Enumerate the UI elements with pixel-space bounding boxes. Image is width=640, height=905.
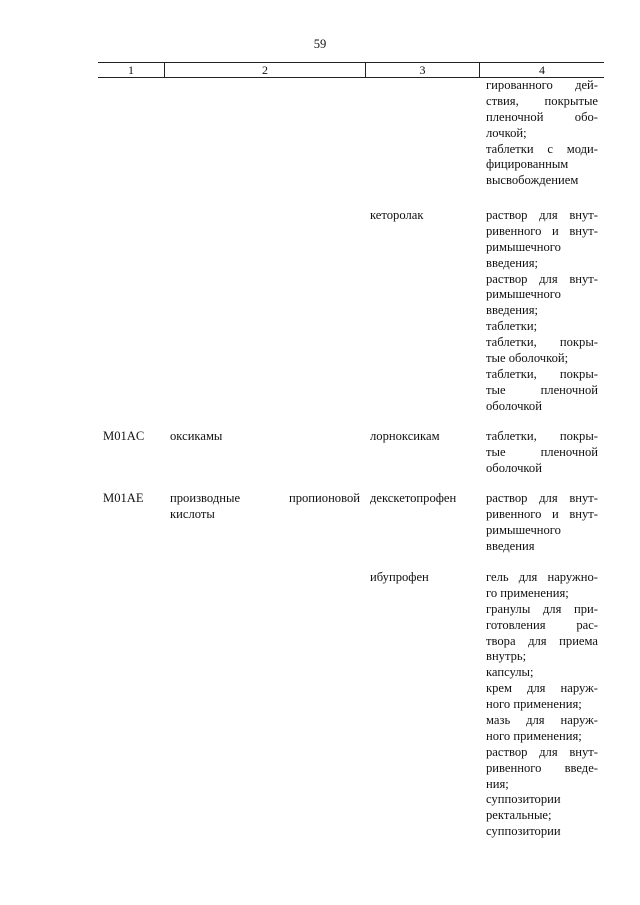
dosage-form-word: наруж- bbox=[560, 681, 598, 696]
dosage-form-word: внут- bbox=[569, 491, 598, 505]
dosage-form-line bbox=[486, 319, 598, 335]
dosage-form-line bbox=[486, 240, 598, 256]
dosage-form-word: фицированным bbox=[486, 157, 569, 172]
atc-code: M01AE bbox=[103, 491, 144, 505]
dosage-form-word: для bbox=[539, 208, 558, 222]
dosage-form-word: наруж- bbox=[560, 713, 598, 728]
dosage-form-line bbox=[486, 94, 598, 110]
dosage-form-word: таблетки; bbox=[486, 319, 538, 334]
dosage-form-line bbox=[486, 173, 598, 189]
dosage-form-line bbox=[486, 110, 598, 126]
drug-name: лорноксикам bbox=[370, 429, 440, 443]
dosage-form-word: для bbox=[528, 633, 547, 648]
dosage-form-word: внут- bbox=[569, 208, 598, 222]
dosage-form-word: ректальные; bbox=[486, 808, 552, 823]
header-col-1: 1 bbox=[98, 63, 165, 77]
dosage-form-line bbox=[486, 491, 598, 507]
dosage-form-word: пленочной bbox=[540, 382, 598, 397]
dosage-form-word: покры- bbox=[559, 429, 598, 443]
dosage-form-word: внут- bbox=[569, 506, 598, 521]
group-name-line-1 bbox=[170, 491, 360, 507]
dosage-forms-cell bbox=[486, 491, 598, 555]
dosage-form-word: при- bbox=[574, 601, 598, 616]
dosage-form-word: лочкой; bbox=[486, 125, 527, 140]
dosage-form-word: моди- bbox=[566, 141, 598, 156]
group-name-line-2: кислоты bbox=[170, 506, 215, 521]
dosage-form-word: с bbox=[547, 141, 553, 156]
dosage-form-word: покры- bbox=[559, 366, 598, 381]
dosage-form-word: оболочкой bbox=[486, 460, 542, 475]
dosage-form-word: для bbox=[526, 681, 546, 696]
dosage-form-word: капсулы; bbox=[486, 665, 534, 680]
dosage-form-word: суппозитории bbox=[486, 824, 561, 839]
dosage-form-word: крем bbox=[486, 681, 512, 696]
dosage-form-word: тые bbox=[486, 444, 506, 459]
dosage-form-word: для bbox=[539, 744, 558, 759]
dosage-form-word: для bbox=[518, 570, 538, 584]
atc-code: M01AC bbox=[103, 429, 145, 443]
dosage-form-word: раствор bbox=[486, 744, 528, 759]
dosage-form-line bbox=[486, 586, 598, 602]
dosage-form-line bbox=[486, 824, 598, 840]
dosage-form-line bbox=[486, 713, 598, 729]
dosage-form-word: внутрь; bbox=[486, 649, 527, 664]
dosage-form-word: оболочкой bbox=[486, 398, 542, 413]
dosage-form-line bbox=[486, 792, 598, 808]
dosage-form-line bbox=[486, 142, 598, 158]
dosage-form-word: и bbox=[552, 223, 559, 238]
dosage-form-word: ния; bbox=[486, 776, 509, 791]
dosage-form-line bbox=[486, 665, 598, 681]
dosage-form-word: тые bbox=[486, 382, 506, 397]
dosage-form-line bbox=[486, 461, 598, 477]
dosage-form-word: ного применения; bbox=[486, 697, 582, 712]
dosage-form-line bbox=[486, 383, 598, 399]
dosage-form-line bbox=[486, 335, 598, 351]
page-number: 59 bbox=[313, 37, 327, 51]
dosage-forms-cell bbox=[486, 570, 598, 840]
table-header-row bbox=[98, 62, 604, 78]
header-col-3: 3 bbox=[366, 63, 480, 77]
dosage-forms-cell bbox=[486, 429, 598, 477]
dosage-form-line bbox=[486, 157, 598, 173]
dosage-form-word: гированного bbox=[486, 78, 553, 92]
dosage-form-word: раствор bbox=[486, 491, 528, 505]
dosage-form-line bbox=[486, 208, 598, 224]
dosage-form-word: таблетки, bbox=[486, 366, 537, 381]
dosage-form-line bbox=[486, 507, 598, 523]
dosage-form-line bbox=[486, 539, 598, 555]
dosage-form-word: ного применения; bbox=[486, 728, 582, 743]
dosage-form-word: внут- bbox=[569, 271, 598, 286]
dosage-form-word: для bbox=[526, 713, 545, 728]
dosage-form-word: ривенного bbox=[486, 760, 542, 775]
dosage-form-line bbox=[486, 399, 598, 415]
dosage-form-line bbox=[486, 697, 598, 713]
dosage-form-word: рас- bbox=[576, 617, 598, 632]
dosage-form-word: готовления bbox=[486, 617, 546, 632]
dosage-form-word: таблетки, bbox=[486, 335, 537, 350]
dosage-form-word: тые оболочкой; bbox=[486, 351, 569, 366]
dosage-form-word: го применения; bbox=[486, 585, 569, 600]
dosage-form-word: дей- bbox=[575, 78, 598, 92]
dosage-form-line bbox=[486, 272, 598, 288]
dosage-form-word: мазь bbox=[486, 713, 511, 728]
header-col-4: 4 bbox=[539, 63, 545, 77]
dosage-form-word: пленочной bbox=[540, 444, 598, 459]
dosage-form-word: обо- bbox=[574, 109, 598, 124]
group-name-word: пропионовой bbox=[288, 491, 360, 505]
dosage-form-line bbox=[486, 602, 598, 618]
dosage-form-word: римышечного bbox=[486, 287, 561, 302]
dosage-form-line bbox=[486, 761, 598, 777]
dosage-form-line bbox=[486, 367, 598, 383]
dosage-form-word: гранулы bbox=[486, 601, 531, 616]
dosage-form-word: внут- bbox=[569, 744, 598, 759]
dosage-form-word: высвобождением bbox=[486, 173, 579, 188]
dosage-form-word: наружно- bbox=[547, 570, 598, 584]
group-name bbox=[170, 491, 360, 523]
dosage-form-word: покрытые bbox=[544, 93, 598, 108]
dosage-form-word: раствор bbox=[486, 271, 528, 286]
dosage-form-word: суппозитории bbox=[486, 792, 561, 807]
dosage-form-line bbox=[486, 681, 598, 697]
group-name-word: производные bbox=[170, 491, 241, 505]
dosage-form-word: покры- bbox=[559, 335, 598, 350]
dosage-form-line bbox=[486, 618, 598, 634]
header-col-2: 2 bbox=[165, 63, 366, 77]
dosage-form-line bbox=[486, 745, 598, 761]
dosage-form-word: приема bbox=[559, 633, 598, 648]
group-name: оксикамы bbox=[170, 429, 223, 443]
dosage-form-word: введения; bbox=[486, 303, 539, 318]
dosage-form-line bbox=[486, 351, 598, 367]
dosage-form-word: таблетки, bbox=[486, 429, 537, 443]
drug-name: ибупрофен bbox=[370, 570, 429, 584]
dosage-form-line bbox=[486, 808, 598, 824]
dosage-form-word: введения; bbox=[486, 255, 539, 270]
dosage-form-word: введе- bbox=[564, 760, 598, 775]
dosage-form-line bbox=[486, 287, 598, 303]
dosage-form-line bbox=[486, 523, 598, 539]
dosage-form-word: твора bbox=[486, 633, 516, 648]
dosage-form-line bbox=[486, 570, 598, 586]
dosage-form-word: для bbox=[539, 271, 558, 286]
dosage-form-line bbox=[486, 445, 598, 461]
dosage-form-line bbox=[486, 126, 598, 142]
dosage-form-line bbox=[486, 256, 598, 272]
dosage-form-line bbox=[486, 634, 598, 650]
dosage-form-word: внут- bbox=[569, 223, 598, 238]
dosage-form-line bbox=[486, 729, 598, 745]
dosage-form-line bbox=[486, 303, 598, 319]
dosage-form-word: пленочной bbox=[486, 109, 544, 124]
dosage-form-word: римышечного bbox=[486, 239, 561, 254]
dosage-form-word: таблетки bbox=[486, 141, 534, 156]
dosage-form-line bbox=[486, 78, 598, 94]
dosage-form-word: для bbox=[539, 491, 558, 505]
dosage-forms-cell bbox=[486, 208, 598, 415]
dosage-forms-cell bbox=[486, 78, 598, 189]
dosage-form-word: введения bbox=[486, 538, 535, 553]
dosage-form-word: ствия, bbox=[486, 93, 519, 108]
dosage-form-word: раствор bbox=[486, 208, 528, 222]
drug-name: декскетопрофен bbox=[370, 491, 457, 505]
dosage-form-line bbox=[486, 649, 598, 665]
dosage-form-word: римышечного bbox=[486, 522, 561, 537]
dosage-form-word: и bbox=[552, 506, 559, 521]
dosage-form-line bbox=[486, 429, 598, 445]
dosage-form-word: ривенного bbox=[486, 506, 542, 521]
dosage-form-word: гель bbox=[486, 570, 509, 584]
dosage-form-word: ривенного bbox=[486, 223, 542, 238]
dosage-form-line bbox=[486, 224, 598, 240]
dosage-form-word: для bbox=[542, 601, 562, 616]
dosage-form-line bbox=[486, 777, 598, 793]
drug-name: кеторолак bbox=[370, 208, 424, 222]
